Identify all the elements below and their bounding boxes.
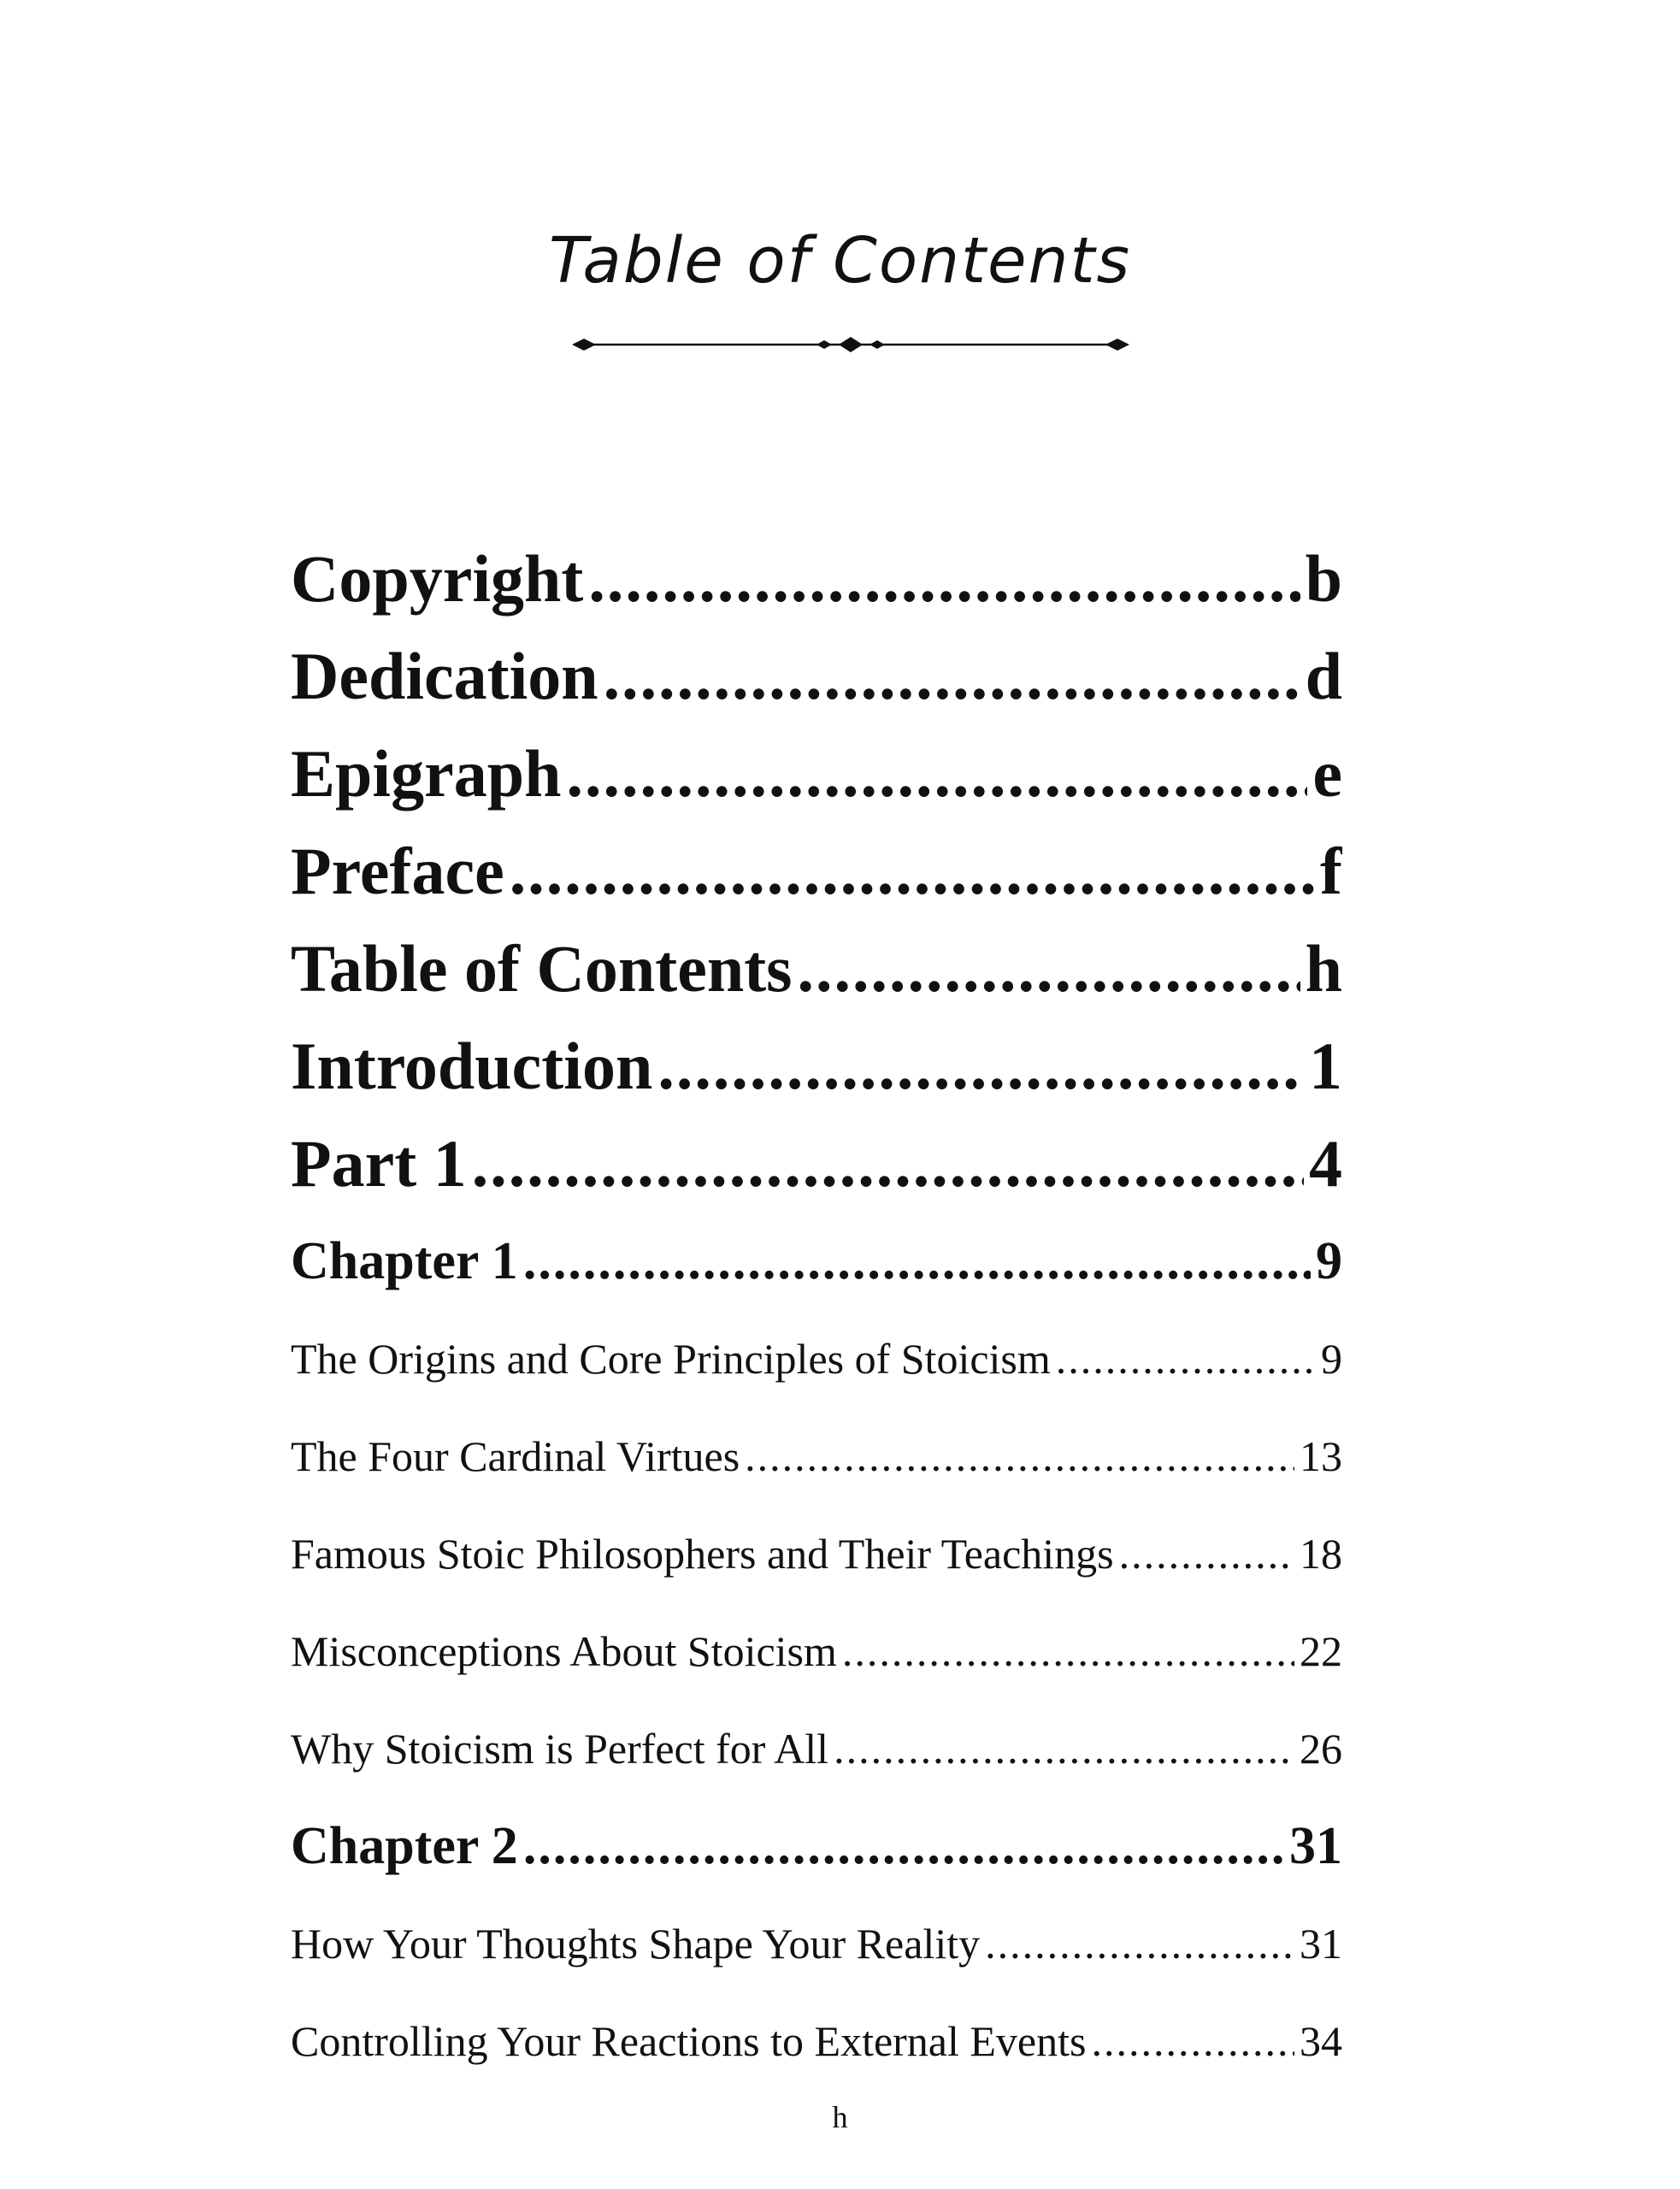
toc-entry[interactable] — [291, 1797, 1342, 1895]
toc-entry-page-number: b — [1305, 541, 1342, 616]
toc-entry[interactable] — [291, 1310, 1342, 1407]
dot-leader — [657, 1018, 1304, 1115]
toc-entry[interactable] — [291, 1505, 1342, 1602]
toc-entry-title: Part 1 — [291, 1126, 467, 1201]
toc-entry[interactable] — [291, 628, 1342, 725]
toc-entry-page-number: h — [1305, 931, 1342, 1006]
dot-leader — [1056, 1310, 1316, 1407]
toc-entry-title: Introduction — [291, 1029, 653, 1103]
dot-leader — [745, 1407, 1294, 1505]
dot-leader — [834, 1700, 1294, 1797]
toc-entry-title: Controlling Your Reactions to External Events — [291, 2017, 1087, 2065]
toc-entry-page-number: 1 — [1309, 1029, 1342, 1103]
dot-leader — [842, 1602, 1294, 1700]
toc-entry-title: The Origins and Core Principles of Stoicism — [291, 1335, 1051, 1383]
dot-leader — [1119, 1505, 1294, 1602]
toc-entry-page-number: 31 — [1289, 1817, 1342, 1875]
dot-leader — [523, 1213, 1311, 1310]
toc-entry-page-number: 9 — [1321, 1335, 1342, 1383]
toc-entry[interactable] — [291, 1992, 1342, 2090]
toc-entry-title: Chapter 1 — [291, 1232, 518, 1290]
toc-entry-title: Famous Stoic Philosophers and Their Teachings — [291, 1530, 1114, 1578]
toc-entry[interactable] — [291, 1213, 1342, 1310]
toc-entry[interactable] — [291, 920, 1342, 1018]
toc-entry-title: Chapter 2 — [291, 1817, 518, 1875]
toc-entry-title: Dedication — [291, 639, 598, 713]
dot-leader — [985, 1895, 1294, 1992]
table-of-contents — [291, 530, 1342, 2090]
toc-entry-page-number: f — [1320, 834, 1342, 908]
toc-entry[interactable] — [291, 530, 1342, 628]
dot-leader — [510, 823, 1315, 920]
dot-leader — [798, 920, 1300, 1018]
toc-entry[interactable] — [291, 1602, 1342, 1700]
dot-leader — [523, 1797, 1284, 1895]
toc-entry-page-number: e — [1312, 736, 1342, 811]
toc-entry[interactable] — [291, 1018, 1342, 1115]
toc-entry[interactable] — [291, 1895, 1342, 1992]
toc-entry-title: Epigraph — [291, 736, 562, 811]
toc-entry-page-number: 9 — [1316, 1232, 1342, 1290]
toc-entry-page-number: 34 — [1300, 2017, 1342, 2065]
title-ornament-divider — [569, 327, 1133, 362]
toc-entry-page-number: 13 — [1300, 1432, 1342, 1480]
toc-entry-page-number: 31 — [1300, 1920, 1342, 1968]
toc-entry-page-number: 18 — [1300, 1530, 1342, 1578]
dot-leader — [1091, 1992, 1294, 2090]
toc-entry[interactable] — [291, 725, 1342, 823]
dot-leader — [604, 628, 1300, 725]
dot-leader — [588, 530, 1300, 628]
toc-entry-page-number: 22 — [1300, 1627, 1342, 1675]
page-title: Table of Contents — [548, 224, 1132, 298]
toc-entry-title: Why Stoicism is Perfect for All — [291, 1725, 829, 1773]
page-number-footer: h — [832, 2100, 848, 2134]
toc-entry-page-number: 26 — [1300, 1725, 1342, 1773]
toc-entry[interactable] — [291, 1700, 1342, 1797]
toc-entry[interactable] — [291, 1115, 1342, 1213]
toc-entry[interactable] — [291, 823, 1342, 920]
toc-entry-title: Copyright — [291, 541, 584, 616]
toc-entry-title: How Your Thoughts Shape Your Reality — [291, 1920, 981, 1968]
toc-entry-page-number: 4 — [1309, 1126, 1342, 1201]
toc-entry[interactable] — [291, 1407, 1342, 1505]
toc-entry-title: Table of Contents — [291, 931, 793, 1006]
toc-entry-title: Misconceptions About Stoicism — [291, 1627, 837, 1675]
toc-entry-title: The Four Cardinal Virtues — [291, 1432, 740, 1480]
dot-leader — [472, 1115, 1304, 1213]
toc-entry-title: Preface — [291, 834, 504, 908]
toc-entry-page-number: d — [1305, 639, 1342, 713]
dot-leader — [566, 725, 1307, 823]
